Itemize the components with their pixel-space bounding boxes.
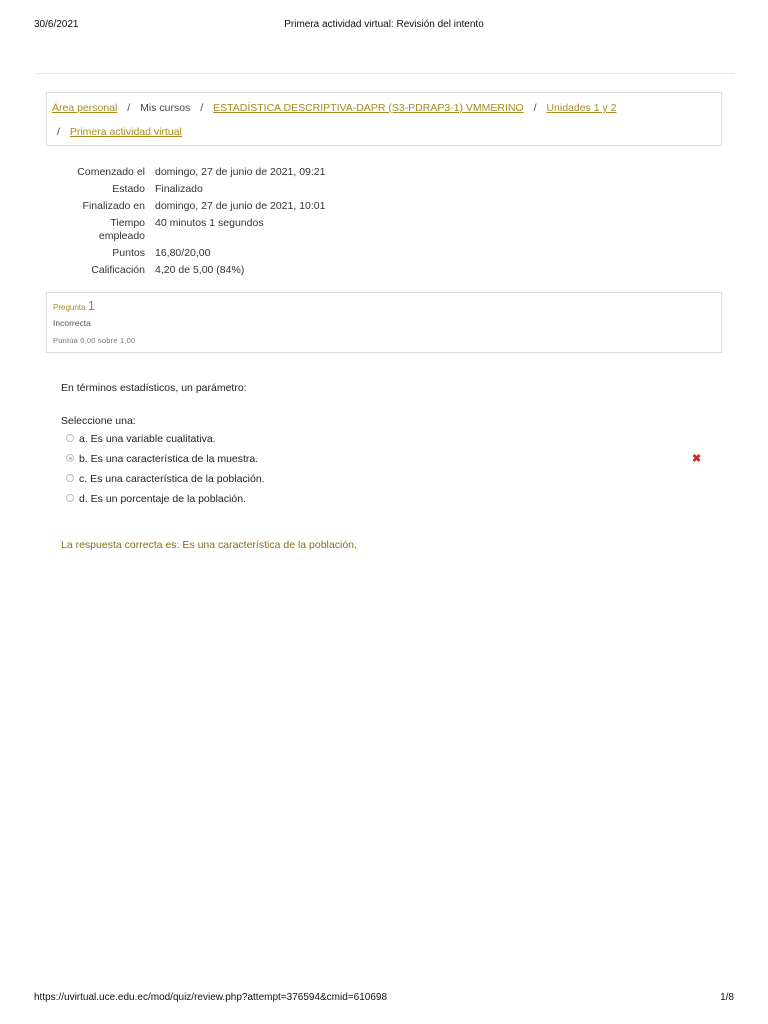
answer-option-c[interactable] <box>66 472 706 492</box>
summary-value: 40 minutos 1 segundos <box>155 217 264 229</box>
radio-button-selected[interactable] <box>66 454 74 462</box>
breadcrumb-area-personal[interactable]: Área personal <box>52 102 118 114</box>
attempt-summary <box>52 166 325 281</box>
summary-value: 4,20 de 5,00 (84%) <box>155 264 245 276</box>
breadcrumb-mis-cursos: Mis cursos <box>140 102 191 114</box>
summary-value: 16,80/20,00 <box>155 247 211 259</box>
answer-option-d[interactable] <box>66 492 706 512</box>
radio-button[interactable] <box>66 494 74 502</box>
summary-row-state <box>52 183 325 200</box>
breadcrumb-units[interactable]: Unidades 1 y 2 <box>546 102 617 114</box>
print-date: 30/6/2021 <box>34 19 79 30</box>
question-grade: Puntúa 0,00 sobre 1,00 <box>53 336 136 345</box>
summary-table <box>52 166 325 281</box>
correct-answer-feedback: La respuesta correcta es: Es una característica de la población. <box>61 539 357 551</box>
breadcrumb-separator: / <box>533 102 537 114</box>
print-page-number: 1/8 <box>720 992 734 1003</box>
summary-row-time <box>52 217 325 247</box>
header-divider <box>36 73 734 74</box>
breadcrumb-separator: / <box>127 102 131 114</box>
question-info-box <box>46 292 722 353</box>
answer-option-a[interactable] <box>66 432 706 452</box>
answer-option-b[interactable] <box>66 452 706 472</box>
summary-label: Calificación <box>91 264 145 276</box>
print-header <box>0 19 768 33</box>
summary-row-grade <box>52 264 325 281</box>
summary-row-points <box>52 247 325 264</box>
question-text: En términos estadísticos, un parámetro: <box>61 382 247 394</box>
answer-text: d. Es un porcentaje de la población. <box>79 493 246 505</box>
print-url: https://uvirtual.uce.edu.ec/mod/quiz/review.php?attempt=376594&cmid=610698 <box>34 992 388 1003</box>
summary-row-finished <box>52 200 325 217</box>
breadcrumb-separator: / <box>57 126 60 138</box>
question-number-value: 1 <box>87 298 95 313</box>
answer-prompt: Seleccione una: <box>61 415 136 427</box>
question-state: Incorrecta <box>53 318 91 328</box>
breadcrumb-separator: / <box>200 102 204 114</box>
summary-value: domingo, 27 de junio de 2021, 09:21 <box>155 166 326 178</box>
summary-value: Finalizado <box>155 183 203 195</box>
summary-label: Estado <box>112 183 145 195</box>
answer-text: b. Es una característica de la muestra. <box>79 453 259 465</box>
breadcrumb-course[interactable]: ESTADÍSTICA DESCRIPTIVA-DAPR (S3-PDRAP3-1) VMMERINO <box>213 102 524 114</box>
question-number <box>53 298 95 313</box>
answer-text: a. Es una variable cualitativa. <box>79 433 216 445</box>
incorrect-icon: ✖ <box>692 453 702 465</box>
summary-value: domingo, 27 de junio de 2021, 10:01 <box>155 200 326 212</box>
answer-text: c. Es una característica de la población. <box>79 473 265 485</box>
summary-label: Finalizado en <box>82 200 145 212</box>
summary-label: Comenzado el <box>77 166 145 178</box>
breadcrumb <box>46 92 722 146</box>
summary-label: Puntos <box>112 247 145 259</box>
summary-label: Tiempo empleado <box>98 217 145 242</box>
question-label: Pregunta <box>53 303 86 312</box>
radio-button[interactable] <box>66 434 74 442</box>
print-title: Primera actividad virtual: Revisión del intento <box>284 19 484 30</box>
radio-button[interactable] <box>66 474 74 482</box>
breadcrumb-activity[interactable]: Primera actividad virtual <box>69 126 182 138</box>
summary-row-started <box>52 166 325 183</box>
answer-list <box>66 432 706 512</box>
